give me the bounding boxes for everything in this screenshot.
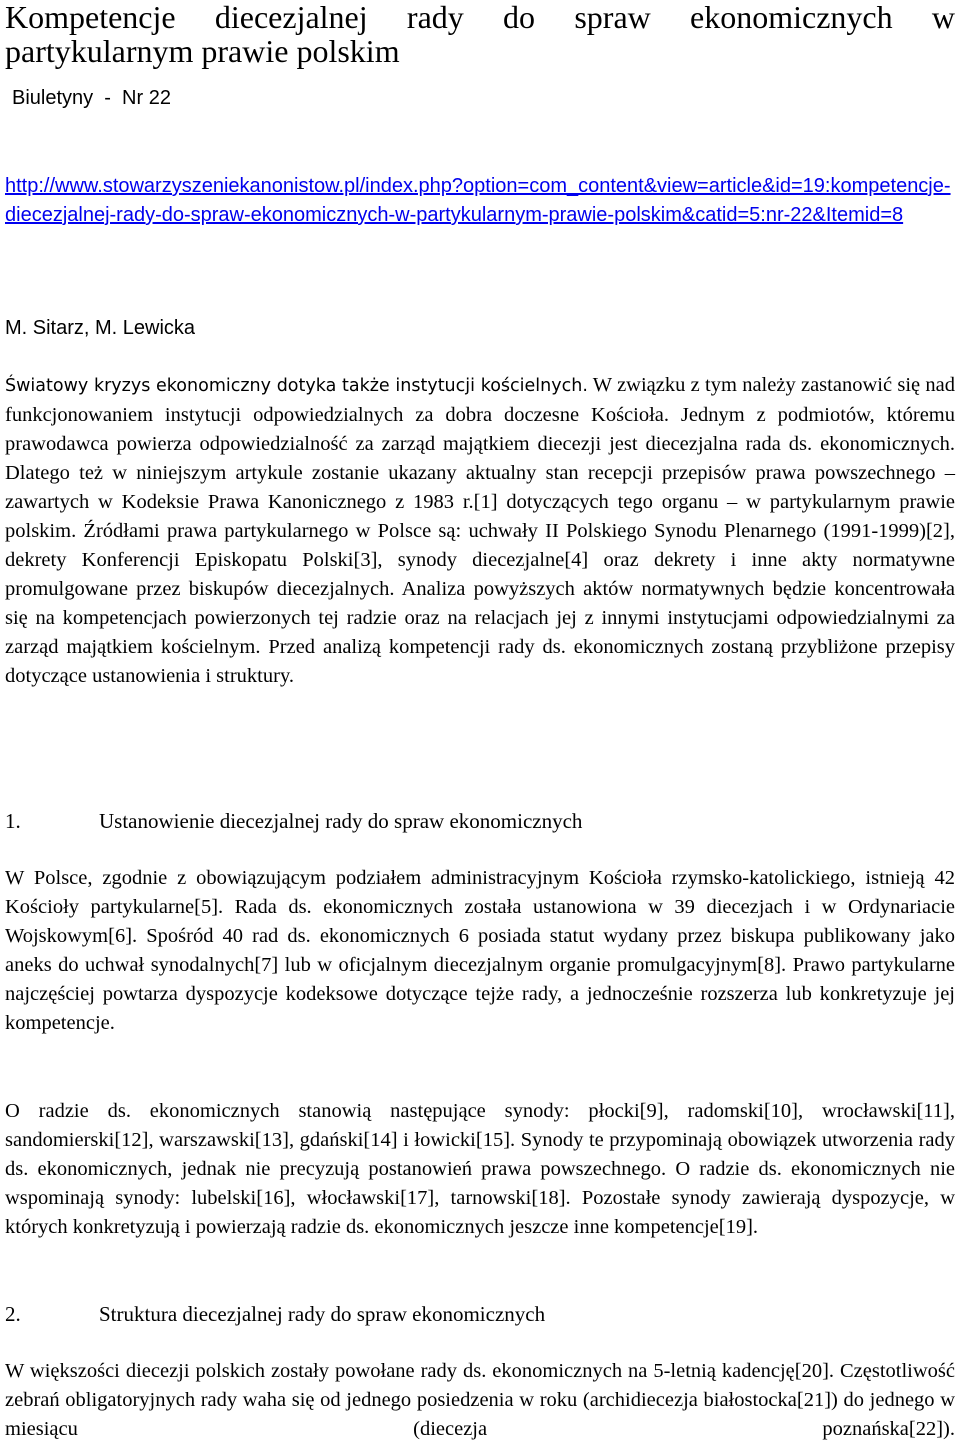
authors-line: M. Sitarz, M. Lewicka: [5, 317, 196, 339]
intro-body: W związku z tym należy zastanowić się nad funkcjonowaniem instytucji odpowiedzialnych za dobra doczesne Kościoła. Jednym z podmiotów, któremu prawodawca powierza odpowiedzialność za zarząd majątkiem diecezji jest diecezjalna rada ds. ekonomicznych. Dlatego też w niniejszym artykule zostanie ukazany aktualny stan recepcji przepisów prawa powszechnego – zawartych w Kodeksie Prawa Kanonicznego z 1983 r.[1] dotyczących tego organu – w partykularnym prawie polskim. Źródłami prawa partykularnego w Polsce są: uchwały II Polskiego Synodu Plenarnego (1991-1999)[2], dekrety Konferencji Episkopatu Polski[3], synody diecezjalne[4] oraz dekrety i inne akty normatywne promulgowane przez biskupów diecezjalnych. Analiza powyższych aktów normatywnych będzie koncentrowała się na kompetencjach powierzonych tej radzie oraz na relacjach jej z innymi instytucjami odpowiedzialnymi za zarząd majątkiem kościelnym. Przed analizą kompetencji rady ds. ekonomicznych zostaną przybliżone przepisy dotyczące ustanowienia i struktury.: [5, 374, 955, 687]
section-1-paragraph-1: W Polsce, zgodnie z obowiązującym podziałem administracyjnym Kościoła rzymsko-katolickiego, istnieją 42 Kościoły partykularne[5]. Rada ds. ekonomicznych została ustanowiona w 39 diecezjach i w Ordynariacie Wojskowym[6]. Spośród 40 rad ds. ekonomicznych 6 posiada statut wydany przez biskupa publikowany jako aneks do uchwał synodalnych[7] lub w oficjalnym diecezjalnym organie promulgacyjnym[8]. Prawo partykularne najczęściej powtarza dyspozycje kodeksowe dotyczące tejże rady, a jednocześnie rozszerza lub konkretyzuje jej kompetencje.: [5, 867, 955, 1034]
section-1-title: Ustanowienie diecezjalnej rady do spraw ekonomicznych: [99, 809, 583, 833]
section-2-paragraph-1: W większości diecezji polskich zostały powołane rady ds. ekonomicznych na 5-letnią kadencję[20]. Częstotliwość zebrań obligatoryjnych rady waha się od jednego posiedzenia w roku (archidiecezja białostocka[21]) do jednego w miesiącu (diecezja poznańska[22]).: [5, 1360, 955, 1440]
article-title: Kompetencje diecezjalnej rady do spraw ekonomicznych w partykularnym prawie polskim: [5, 0, 955, 69]
section-1-number: 1.: [5, 809, 21, 833]
bulletin-label: Biuletyny - Nr 22: [12, 87, 171, 109]
source-link[interactable]: http://www.stowarzyszeniekanonistow.pl/index.php?option=com_content&view=article&id=19:kompetencje-diecezjalnej-rady-do-spraw-ekonomicznych-w-partykularnym-prawie-polskim&catid=5:nr-22&Itemid=8: [5, 175, 951, 226]
section-2-number: 2.: [5, 1302, 21, 1326]
intro-paragraph: [5, 371, 955, 691]
section-1-paragraph-2: O radzie ds. ekonomicznych stanowią następujące synody: płocki[9], radomski[10], wrocławski[11], sandomierski[12], warszawski[13], gdański[14] i łowicki[15]. Synody te przypominają obowiązek utworzenia rady ds. ekonomicznych, jednak nie precyzują postanowień prawa powszechnego. O radzie ds. ekonomicznych nie wspominają synody: lubelski[16], włocławski[17], tarnowski[18]. Pozostałe synody zawierają dyspozycje, w których konkretyzują i powierzają radzie ds. ekonomicznych jeszcze inne kompetencje[19].: [5, 1100, 955, 1238]
section-2-title: Struktura diecezjalnej rady do spraw ekonomicznych: [99, 1302, 546, 1326]
intro-first-sentence: Światowy kryzys ekonomiczny dotyka także instytucji kościelnych.: [5, 376, 588, 396]
